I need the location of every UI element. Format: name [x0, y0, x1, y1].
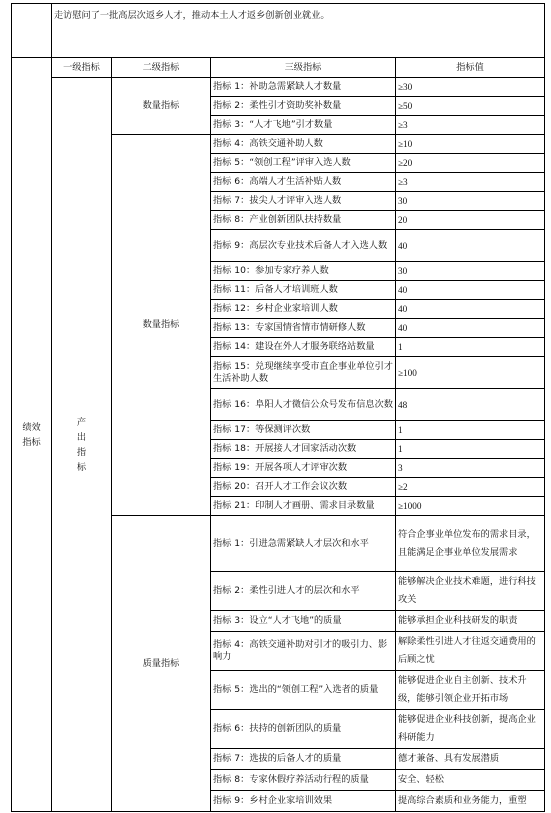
indicator-value: 40 — [396, 300, 545, 319]
indicator-value: 40 — [396, 319, 545, 338]
indicator-name: 指标 2：柔性引进人才的层次和水平 — [211, 572, 396, 611]
category-label: 绩效指标 — [22, 421, 41, 448]
category-cell — [12, 58, 52, 812]
header-level1: 一级指标 — [52, 58, 112, 78]
indicator-name: 指标 5：“领创工程”评审入选人数 — [211, 154, 396, 173]
indicator-value: 48 — [396, 389, 545, 421]
indicator-name: 指标 20：召开人才工作会议次数 — [211, 478, 396, 497]
indicator-value: 20 — [396, 211, 545, 230]
indicator-name: 指标 12：乡村企业家培训人数 — [211, 300, 396, 319]
indicator-value: 安全、轻松 — [396, 770, 545, 791]
indicator-name: 指标 14：建设在外人才服务联络站数量 — [211, 338, 396, 357]
indicator-name: 指标 13：专家国情省情市情研修人数 — [211, 319, 396, 338]
indicator-name: 指标 15：兑现继续享受市直企事业单位引才生活补助人数 — [211, 357, 396, 389]
level2-quantity-b: 数量指标 — [112, 135, 211, 516]
indicator-value: 3 — [396, 459, 545, 478]
indicator-name: 指标 3：设立“人才飞地”的质量 — [211, 611, 396, 632]
indicator-name: 指标 2：柔性引才资助奖补数量 — [211, 97, 396, 116]
indicator-value: 40 — [396, 230, 545, 262]
indicator-value: ≥2 — [396, 478, 545, 497]
indicator-name: 指标 10：参加专家疗养人数 — [211, 262, 396, 281]
indicator-value: ≥3 — [396, 173, 545, 192]
indicator-name: 指标 3：“人才飞地”引才数量 — [211, 116, 396, 135]
indicator-value: 1 — [396, 440, 545, 459]
indicator-name: 指标 18：开展接人才回家活动次数 — [211, 440, 396, 459]
header-value: 指标值 — [396, 58, 545, 78]
indicator-value: 解除柔性引进人才往返交通费用的后顾之忧 — [396, 632, 545, 671]
indicator-value: 能够促进企业科技创新，提高企业科研能力 — [396, 710, 545, 749]
indicator-name: 指标 1：引进急需紧缺人才层次和水平 — [211, 516, 396, 572]
header-level2: 二级指标 — [112, 58, 211, 78]
indicator-value: 能够促进企业自主创新、技术升级，能够引领企业开拓市场 — [396, 671, 545, 710]
level1-label: 产出指标 — [76, 416, 87, 473]
indicator-name: 指标 7：拔尖人才评审入选人数 — [211, 192, 396, 211]
indicator-value: 能够解决企业技术难题，进行科技攻关 — [396, 572, 545, 611]
performance-indicator-table — [11, 3, 545, 812]
indicator-value: ≥10 — [396, 135, 545, 154]
indicator-value: 30 — [396, 192, 545, 211]
indicator-name: 指标 17：等保测评次数 — [211, 421, 396, 440]
level2-quality: 质量指标 — [112, 516, 211, 812]
blank-cell — [12, 4, 52, 58]
indicator-value: ≥3 — [396, 116, 545, 135]
indicator-value: 能够承担企业科技研发的职责 — [396, 611, 545, 632]
indicator-name: 指标 8：专家休假疗养活动行程的质量 — [211, 770, 396, 791]
indicator-name: 指标 5：选出的“领创工程”入选者的质量 — [211, 671, 396, 710]
indicator-value: 符合企事业单位发布的需求目录，且能满足企事业单位发展需求 — [396, 516, 545, 572]
indicator-name: 指标 6：扶持的创新团队的质量 — [211, 710, 396, 749]
indicator-name: 指标 6：高端人才生活补贴人数 — [211, 173, 396, 192]
indicator-value: ≥50 — [396, 97, 545, 116]
indicator-name: 指标 7：选拔的后备人才的质量 — [211, 749, 396, 770]
indicator-name: 指标 16：阜阳人才微信公众号发布信息次数 — [211, 389, 396, 421]
indicator-value: ≥1000 — [396, 497, 545, 516]
level1-cell — [52, 78, 112, 812]
indicator-name: 指标 9：乡村企业家培训效果 — [211, 791, 396, 812]
indicator-name: 指标 1：补助急需紧缺人才数量 — [211, 78, 396, 97]
indicator-value: 1 — [396, 421, 545, 440]
indicator-name: 指标 19：开展各项人才评审次数 — [211, 459, 396, 478]
indicator-name: 指标 9：高层次专业技术后备人才入选人数 — [211, 230, 396, 262]
indicator-value: 40 — [396, 281, 545, 300]
indicator-value: ≥20 — [396, 154, 545, 173]
indicator-value: 1 — [396, 338, 545, 357]
indicator-value: 提高综合素质和业务能力，重塑 — [396, 791, 545, 812]
indicator-value: ≥30 — [396, 78, 545, 97]
header-level3: 三级指标 — [211, 58, 396, 78]
indicator-name: 指标 21：印制人才画册、需求目录数量 — [211, 497, 396, 516]
indicator-value: 30 — [396, 262, 545, 281]
intro-text: 走访慰问了一批高层次返乡人才，推动本土人才返乡创新创业就业。 — [52, 4, 545, 58]
indicator-value: ≥100 — [396, 357, 545, 389]
indicator-name: 指标 11：后备人才培训班人数 — [211, 281, 396, 300]
indicator-name: 指标 4：高铁交通补助对引才的吸引力、影响力 — [211, 632, 396, 671]
indicator-value: 德才兼备、具有发展潜质 — [396, 749, 545, 770]
indicator-name: 指标 4：高铁交通补助人数 — [211, 135, 396, 154]
indicator-name: 指标 8：产业创新团队扶持数量 — [211, 211, 396, 230]
level2-quantity-a: 数量指标 — [112, 78, 211, 135]
